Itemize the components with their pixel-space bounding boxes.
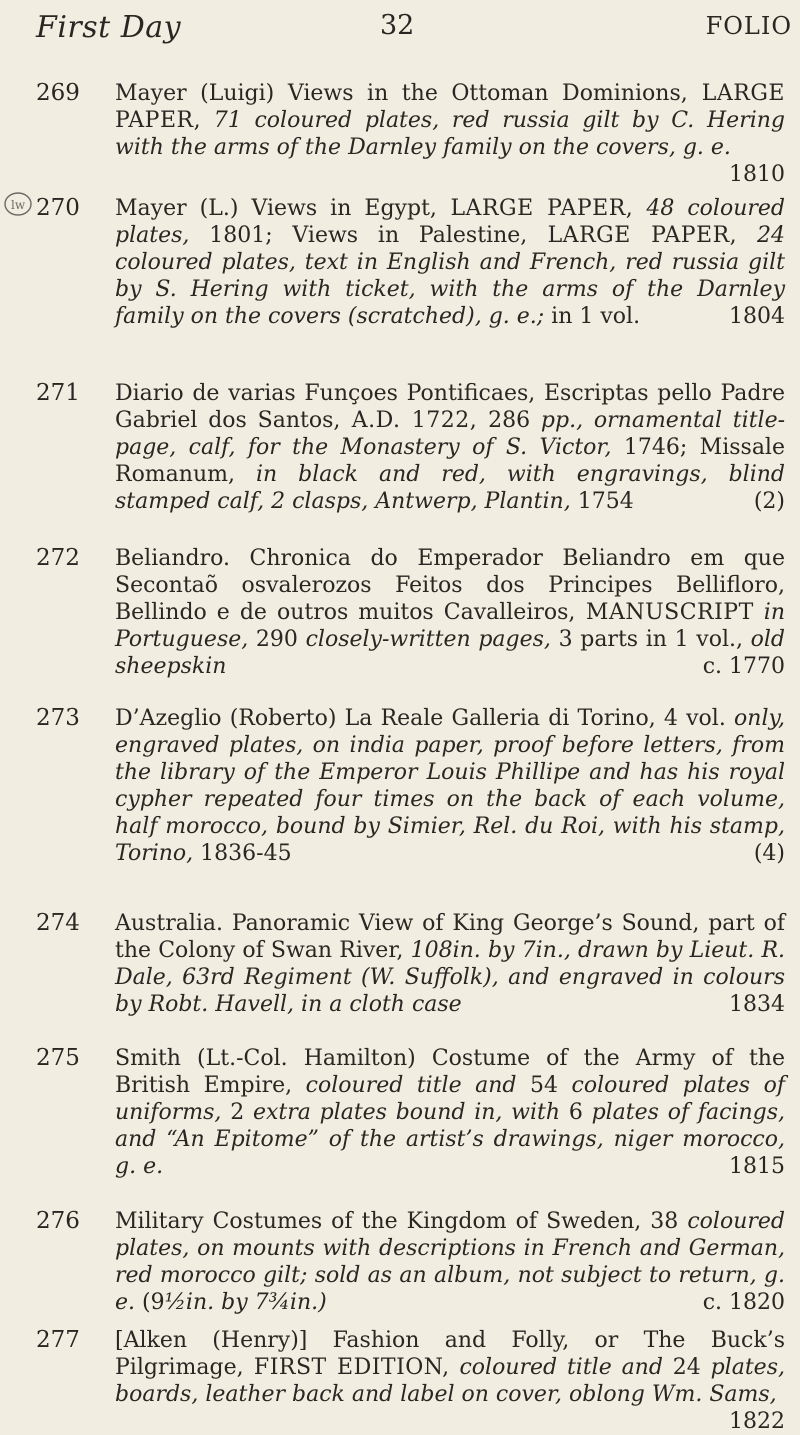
lot-description	[115, 1327, 785, 1435]
lot-author-title: Beliandro. Chronica do Emperador Beliandro em que Secontaõ osvalerozos Feitos dos Principes Bellifloro, Bellindo e de outros muitos Cavalleiros,	[115, 546, 785, 625]
lot-detail-text: 2	[221, 1100, 245, 1125]
folio-label: FOLIO	[705, 12, 792, 40]
lot-detail-text: MANUSCRIPT	[575, 600, 754, 625]
lot-detail-text: old sheepskin	[115, 627, 785, 679]
lot-detail-text: 286	[477, 408, 531, 433]
lot-date: 1822	[729, 1409, 785, 1434]
lot-description	[115, 910, 785, 1018]
lot-detail-text: coloured plates of uniforms,	[115, 1073, 785, 1125]
lot-detail-text: 71 coloured plates, red russia gilt by C. Hering with the arms of the Darnley family on the covers, g. e.	[115, 108, 785, 160]
lot-description	[115, 705, 785, 867]
lot-detail-text: A.D. 1722,	[340, 408, 478, 433]
lot-date: c. 1820	[702, 1290, 785, 1315]
lot-detail-text: 1754	[570, 489, 634, 514]
lot-detail-text: only, engraved plates, on india paper, proof before letters, from the library of the Emperor Louis Phillipe and has his royal cypher repeated four times on the back of each volume, half morocco, bound by Simier, Rel. du Roi, with his stamp, Torino,	[115, 706, 785, 866]
lot-description	[115, 80, 785, 188]
lot-detail-text: pp., ornamental title-page, calf, for the Monastery of S. Victor,	[115, 408, 786, 460]
lot-number: 271	[36, 380, 80, 406]
lot-description	[115, 545, 785, 680]
lot-number: 269	[36, 80, 80, 106]
lot-detail-text: ½in. by 7¾in.)	[164, 1290, 327, 1315]
lot-detail-text: 6	[560, 1100, 583, 1125]
lot-number: 276	[36, 1208, 80, 1234]
lot-detail-text: (9	[135, 1290, 165, 1315]
lot-detail-text: plates of facings, and “An Epitome” of the artist’s drawings, niger morocco, g. e.	[115, 1100, 785, 1179]
lot-author-title: Military Costumes of the Kingdom of Sweden, 38	[115, 1209, 679, 1234]
lot-date: 1815	[729, 1154, 785, 1179]
lot-author-title: Mayer (Luigi) Views in the Ottoman Dominions,	[115, 81, 688, 106]
day-heading: First Day	[36, 10, 182, 45]
lot-detail-text: FIRST EDITION,	[243, 1355, 450, 1380]
lot-detail-text: Wm. Sams,	[644, 1382, 777, 1407]
lot-detail-text: 54	[516, 1073, 559, 1098]
lot-author-title: D’Azeglio (Roberto) La Reale Galleria di Torino, 4 vol.	[115, 706, 726, 731]
lot-detail-text: coloured plates, on mounts with descriptions in French and German, red morocco gilt; sold as an album, not subject to return, g. e.	[115, 1209, 785, 1315]
lot-number: 270	[36, 195, 80, 221]
lot-description	[115, 380, 785, 515]
lot-date: c. 1770	[702, 654, 785, 679]
page-header	[0, 0, 800, 70]
lot-detail-text: 1801; Views in Palestine,	[189, 223, 528, 248]
lot-author-title: Australia. Panoramic View of King George’s Sound, part of the Colony of Swan River,	[115, 911, 785, 963]
lot-author-title: Diario de varias Funçoes Pontificaes, Escriptas pello Padre Gabriel dos Santos,	[115, 381, 785, 433]
lot-author-title: [Alken (Henry)] Fashion and Folly, or The Buck’s Pilgrimage,	[115, 1328, 785, 1380]
lot-number: 272	[36, 545, 80, 571]
lot-detail-text: in 1 vol.	[544, 304, 641, 329]
lot-detail-text: LARGE PAPER,	[436, 196, 634, 221]
lot-detail-text: LARGE PAPER,	[527, 223, 738, 248]
lot-date: 1834	[729, 992, 785, 1017]
lot-number: 277	[36, 1327, 80, 1353]
lot-detail-text: 24 coloured plates, text in English and French, red russia gilt by S. Hering with ticket, with the arms of the Darnley family on the covers (scratched), g. e.;	[115, 223, 785, 329]
lot-date: (4)	[753, 841, 785, 866]
lot-number: 273	[36, 705, 80, 731]
lot-detail-text: in Portuguese,	[115, 600, 786, 652]
lot-detail-text: coloured title and	[449, 1355, 663, 1380]
lot-detail-text: 290	[248, 627, 298, 652]
lot-description	[115, 195, 785, 330]
svg-text:lw: lw	[11, 198, 26, 212]
lot-detail-text: plates, boards, leather back and label on cover, oblong	[115, 1355, 785, 1407]
lot-detail-text: extra plates bound in, with	[244, 1100, 561, 1125]
lot-date: 1804	[729, 304, 785, 329]
lot-detail-text: in black and red, with engravings, blind stamped calf, 2 clasps, Antwerp, Plantin,	[115, 462, 785, 514]
lot-description	[115, 1208, 785, 1316]
lot-detail-text: 24	[662, 1355, 701, 1380]
lot-date: 1810	[729, 162, 785, 187]
lot-detail-text: 3 parts in 1 vol.,	[550, 627, 743, 652]
lot-detail-text: 1746; Missale Romanum,	[115, 435, 785, 487]
lot-detail-text: 1836-45	[193, 841, 292, 866]
lot-author-title: Smith (Lt.-Col. Hamilton) Costume of the Army of the British Empire,	[115, 1046, 785, 1098]
lot-detail-text: 48 coloured plates,	[115, 196, 785, 248]
lot-description	[115, 1045, 785, 1180]
lot-detail-text: closely-written pages,	[297, 627, 551, 652]
lot-detail-text: LARGE PAPER,	[115, 81, 785, 133]
lot-author-title: Mayer (L.) Views in Egypt,	[115, 196, 437, 221]
pencil-circle-mark-icon	[2, 189, 38, 219]
lot-number: 275	[36, 1045, 80, 1071]
lot-detail-text: 108in. by 7in., drawn by Lieut. R. Dale, 63rd Regiment (W. Suffolk), and engraved in colours by Robt. Havell, in a cloth case	[115, 938, 785, 1017]
lot-number: 274	[36, 910, 80, 936]
lot-detail-text: coloured title and	[292, 1073, 517, 1098]
lot-date: (2)	[753, 489, 785, 514]
page-number: 32	[380, 10, 415, 41]
